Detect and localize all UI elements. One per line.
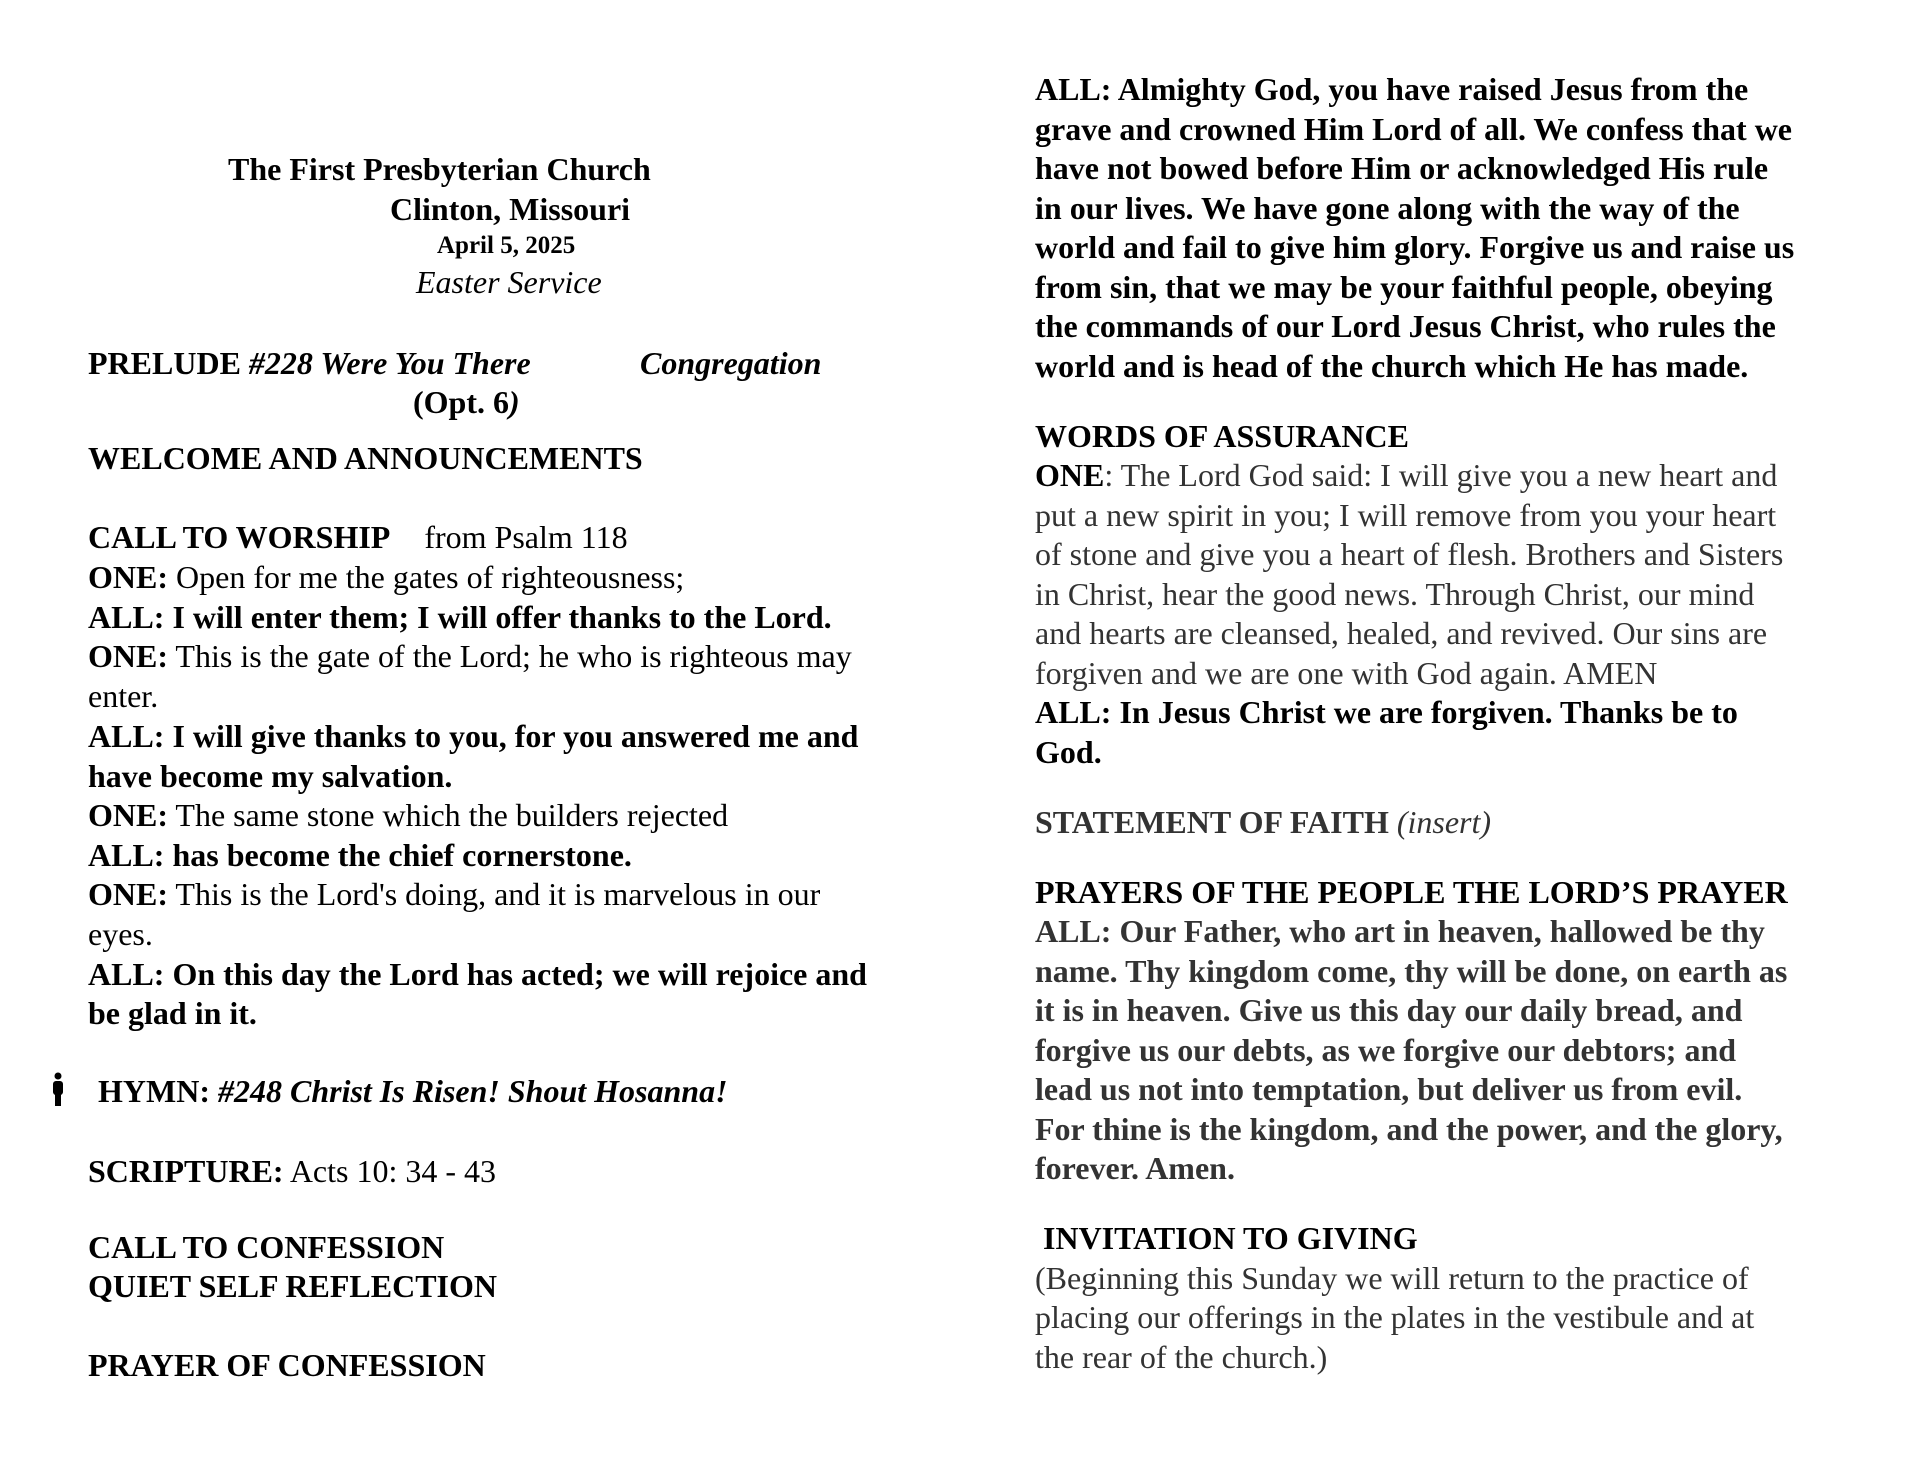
confession-line: have not bowed before Him or acknowledged His rule [1035,150,1769,186]
assurance-line: of stone and give you a heart of flesh. Brothers and Sisters [1035,536,1784,572]
assurance-heading: WORDS OF ASSURANCE [1035,418,1409,454]
hymn-title: #248 Christ Is Risen! Shout Hosanna! [217,1073,728,1109]
prayer-line: ALL: Our Father, who art in heaven, hallowed be thy [1035,913,1765,949]
hymn-label: HYMN: [98,1073,210,1109]
confession-line: in our lives. We have gone along with the way of the [1035,190,1740,226]
scripture-label: SCRIPTURE: [88,1153,284,1189]
assurance-response: ALL: In Jesus Christ we are forgiven. Thanks be to [1035,694,1738,730]
prayer-line: forever. Amen. [1035,1150,1235,1186]
giving-line: placing our offerings in the plates in the vestibule and at [1035,1299,1755,1335]
responsive-line: ALL: I will give thanks to you, for you answered me and [88,718,859,754]
statement-of-faith-note: (insert) [1396,804,1492,840]
standing-person-icon [50,1072,66,1106]
giving-line: the rear of the church.) [1035,1339,1328,1375]
quiet-reflection-heading: QUIET SELF REFLECTION [88,1268,497,1304]
responsive-line: ALL: I will enter them; I will offer thanks to the Lord. [88,599,832,635]
hymn-row [98,1071,728,1111]
prelude-row [88,343,531,383]
welcome-heading: WELCOME AND ANNOUNCEMENTS [88,440,643,476]
confession-line: the commands of our Lord Jesus Christ, who rules the [1035,308,1776,344]
confession-line: ALL: Almighty God, you have raised Jesus from the [1035,71,1749,107]
responsive-line: ONE: Open for me the gates of righteousness; [88,559,685,595]
prelude-label: PRELUDE [88,345,241,381]
call-to-confession-heading: CALL TO CONFESSION [88,1229,445,1265]
prayer-line: forgive us our debts, as we forgive our debtors; and [1035,1032,1737,1068]
responsive-line: ONE: The same stone which the builders rejected [88,797,729,833]
prayer-line: name. Thy kingdom come, thy will be done, on earth as [1035,953,1788,989]
confession-line: grave and crowned Him Lord of all. We confess that we [1035,111,1792,147]
prelude-performer: Congregation [640,345,822,381]
statement-of-faith-row [1035,802,1491,842]
call-to-worship-label: CALL TO WORSHIP [88,519,391,555]
church-name: The First Presbyterian Church [228,151,651,187]
responsive-line: ALL: On this day the Lord has acted; we will rejoice and [88,956,867,992]
prayer-line: For thine is the kingdom, and the power, and the glory, [1035,1111,1783,1147]
assurance-line: forgiven and we are one with God again. AMEN [1035,655,1658,691]
scripture-row [88,1151,496,1191]
prayers-heading: PRAYERS OF THE PEOPLE THE LORD’S PRAYER [1035,874,1788,910]
prelude-option: (Opt. 6) [413,384,520,420]
assurance-line: put a new spirit in you; I will remove from you your heart [1035,497,1777,533]
church-city: Clinton, Missouri [390,191,631,227]
scripture-reference: Acts 10: 34 - 43 [289,1153,497,1189]
giving-line: (Beginning this Sunday we will return to the practice of [1035,1260,1749,1296]
statement-of-faith-label: STATEMENT OF FAITH [1035,804,1389,840]
responsive-line: eyes. [88,916,153,952]
responsive-line: ONE: This is the gate of the Lord; he who is righteous may [88,638,852,674]
prayer-line: it is in heaven. Give us this day our daily bread, and [1035,992,1743,1028]
call-to-worship-source: from Psalm 118 [424,519,628,555]
responsive-line: enter. [88,678,159,714]
assurance-line: and hearts are cleansed, healed, and revived. Our sins are [1035,615,1768,651]
assurance-line: ONE: The Lord God said: I will give you a new heart and [1035,457,1778,493]
prelude-hymn: #228 Were You There [248,345,531,381]
prayer-of-confession-heading: PRAYER OF CONFESSION [88,1347,486,1383]
responsive-line: have become my salvation. [88,758,453,794]
confession-line: world and is head of the church which He has made. [1035,348,1749,384]
responsive-line: ONE: This is the Lord's doing, and it is marvelous in our [88,876,821,912]
giving-heading: INVITATION TO GIVING [1035,1220,1418,1256]
assurance-line: in Christ, hear the good news. Through Christ, our mind [1035,576,1755,612]
service-date: April 5, 2025 [437,232,576,259]
responsive-line: ALL: has become the chief cornerstone. [88,837,632,873]
confession-line: world and fail to give him glory. Forgive us and raise us [1035,229,1795,265]
confession-line: from sin, that we may be your faithful people, obeying [1035,269,1773,305]
service-name: Easter Service [416,264,602,300]
call-to-worship-heading [88,517,628,557]
prayer-line: lead us not into temptation, but deliver us from evil. [1035,1071,1743,1107]
assurance-response: God. [1035,734,1102,770]
responsive-line: be glad in it. [88,995,257,1031]
